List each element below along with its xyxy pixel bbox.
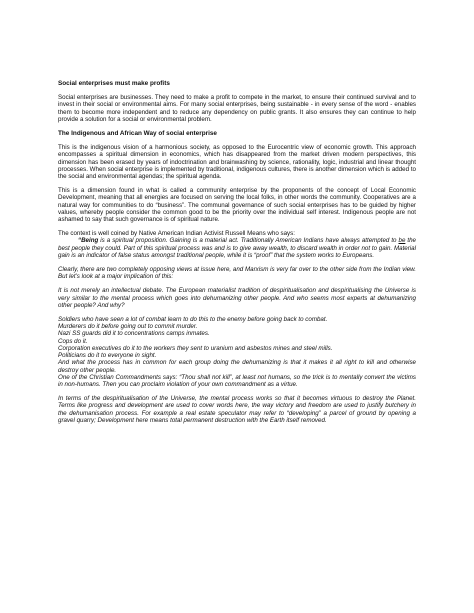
paragraph-profits: Social enterprises are businesses. They need to make a profit to compete in the market, to ensure their continued survival and to invest in their social or environmental aims. For many social enterprises, being sustainable - in every sense of the word - enables them to become more independent and to reduce any dependency on public grants. It also ensures they can continue to help provide a solution for a social or environmental problem. <box>58 94 416 123</box>
paragraph-despiritualisation: In terms of the despiritualisation of the Universe, the mental process works so that it becomes virtuous to destroy the Planet. Terms like progress and development are used to cover words here, the way victory and freedom are used to justify butchery in the dehumanisation process. For example a real estate speculator may refer to “developing” a parcel of ground by opening a gravel quarry; Development here means total permanent destruction with the Earth itself removed. <box>58 395 416 424</box>
list-line: And what the process has in common for each group doing the dehumanizing is that it makes it all right to kill and otherwise destroy other people. <box>58 359 416 374</box>
section-heading-profits: Social enterprises must make profits <box>58 80 170 87</box>
list-line: Cops do it. <box>58 337 88 345</box>
list-line: Politicians do it to everyone in sight. <box>58 352 157 360</box>
paragraph-opposing-views: Clearly, there are two completely opposing views at issue here, and Marxism is very far over to the other side from the Indian view. But let’s look at a major implication of this: <box>58 266 416 281</box>
paragraph-context: The context is well coined by Native American Indian Activist Russell Means who says: <box>58 230 295 238</box>
quote-underlined-word: be <box>398 237 406 245</box>
section-heading-indigenous: The Indigenous and African Way of social enterprise <box>58 130 217 138</box>
quote-text-start: is a spiritual proposition. Gaining is a material act. Traditionally American Indians have always attempted to <box>98 237 399 245</box>
paragraph-indigenous-vision: This is the indigenous vision of a harmonious society, as opposed to the Eurocentric view of economic growth. This approach encompasses a spiritual dimension in economics, which has disappeared from the market driven modern perspectives, this dimension has been erased by years of indoctrination and brainwashing by science, rationality, logic, industrial and linear thought processes. When social enterprise is implemented by traditional, indigenous cultures, there is another dimension which is added to the social and environmental agendas; the spiritual agenda. <box>58 144 416 181</box>
list-line: Corporation executives do it to the workers they sent to uranium and asbestos mines and steel mills. <box>58 344 333 352</box>
paragraph-community-enterprise: This is a dimension found in what is called a community enterprise by the proponents of the concept of Local Economic Development, meaning that all energies are focused on serving the local folks, in other words the community. Cooperatives are a natural way for communities to do “business”. The communal governance of such social enterprises has to be guided by higher values, whereby people consider the common good to be the priority over the individual self interest. Indigenous people are not ashamed to say that such governance is of spiritual nature. <box>58 187 416 224</box>
list-line: One of the Christian Commandments says: “Thou shall not kill”, at least not humans, so the trick is to mentally convert the victims in non-humans. Then you can proclaim violation of your own commandment as a virtue. <box>58 373 416 388</box>
list-dehumanizing <box>58 316 416 388</box>
quote-bold-word: “Being <box>78 237 99 245</box>
quote-russell-means <box>58 237 416 259</box>
list-line: Murderers do it before going out to commit murder. <box>58 323 198 331</box>
quote-text-end: the best people they could. Part of this spiritual process was and is to give away wealth, to discard wealth in order not to gain. Material gain is an indicator of false status amongst traditional people, while it is “proof” that the system works to Europeans. <box>58 237 416 259</box>
list-line: Nazi SS guards did it to concentrations camps inmates. <box>58 330 210 338</box>
paragraph-intellectual-debate: It is not merely an intellectual debate. The European materialist tradition of despiritualisation and despiritualising the Universe is very similar to the mental process which goes into dehumanizing other people. And who seems most experts at dehumanizing other people? And why? <box>58 287 416 309</box>
list-line: Soldiers who have seen a lot of combat learn to do this to the enemy before going back to combat. <box>58 316 328 324</box>
